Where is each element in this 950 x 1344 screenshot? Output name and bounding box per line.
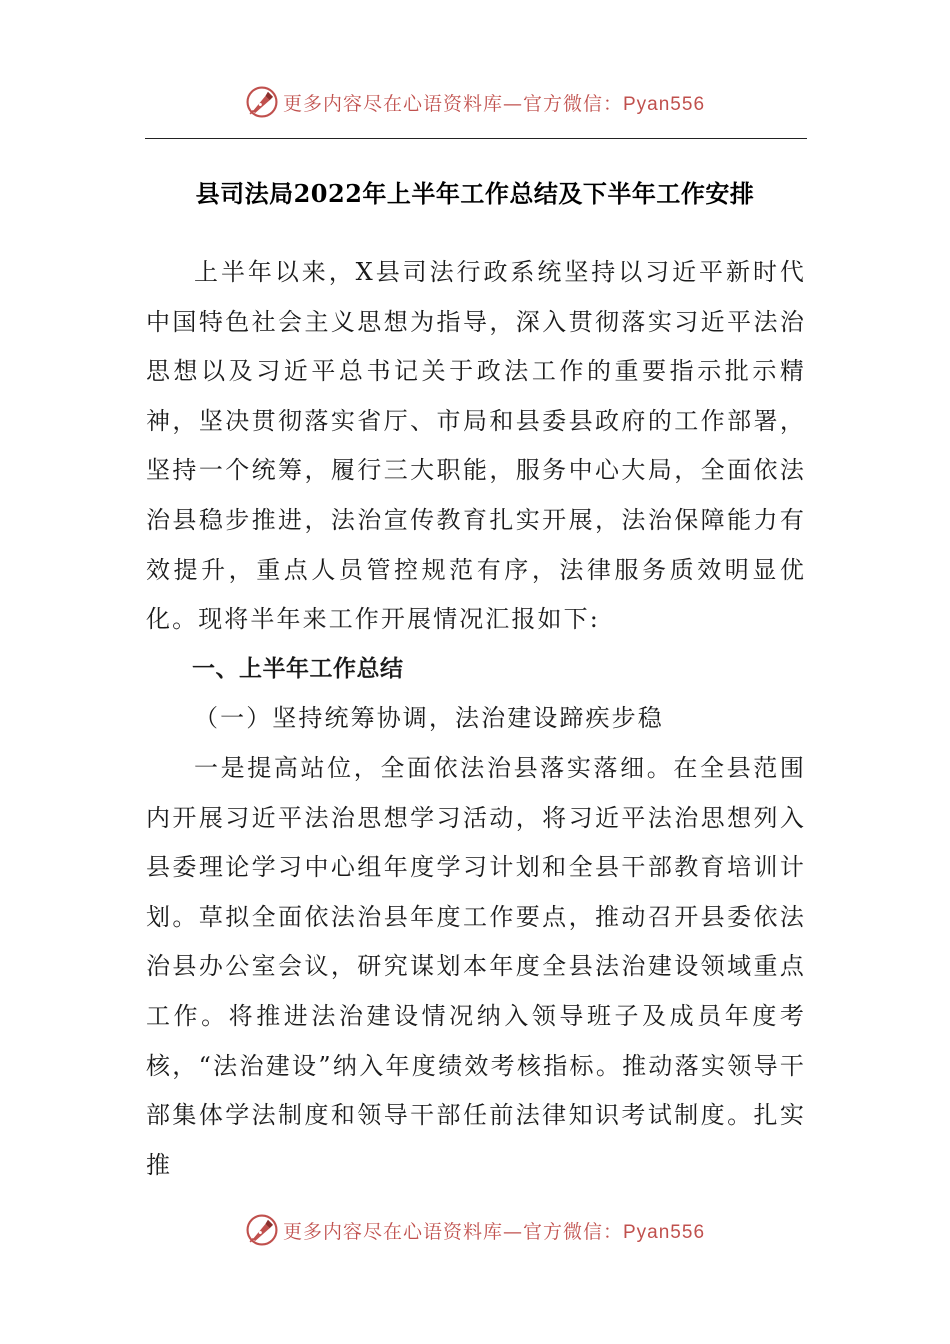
header-banner-text: 更多内容尽在心语资料库—官方微信：Pyan556: [282, 92, 706, 115]
document-title: 县司法局2022年上半年工作总结及下半年工作安排: [195, 179, 755, 208]
footer-banner-text: 更多内容尽在心语资料库—官方微信：Pyan556: [282, 1220, 706, 1243]
footer-banner-handle: Pyan556: [623, 1221, 706, 1243]
footer-banner: [0, 1210, 950, 1250]
subsection-heading: （一）坚持统筹协调，法治建设蹄疾步稳: [194, 704, 664, 733]
header-banner: [0, 82, 950, 122]
section-heading: 一、上半年工作总结: [192, 655, 404, 682]
pen-nib-logo-icon: [245, 1213, 279, 1247]
header-banner-handle: Pyan556: [623, 93, 706, 115]
header-divider: [145, 138, 807, 139]
pen-nib-logo-icon: [245, 85, 279, 119]
document-body: [146, 248, 806, 1190]
intro-paragraph: 上半年以来，X县司法行政系统坚持以习近平新时代中国特色社会主义思想为指导，深入贯彻落实习近平法治思想以及习近平总书记关于政法工作的重要指示批示精神，坚决贯彻落实省厅、市局和县委县政府的工作部署，坚持一个统筹，履行三大职能，服务中心大局，全面依法治县稳步推进，法治宣传教育扎实开展，法治保障能力有效提升，重点人员管控规范有序，法律服务质效明显优化。现将半年来工作开展情况汇报如下:: [146, 258, 806, 634]
body-paragraph: 一是提高站位，全面依法治县落实落细。在全县范围内开展习近平法治思想学习活动，将习近平法治思想列入县委理论学习中心组年度学习计划和全县干部教育培训计划。草拟全面依法治县年度工作要点，推动召开县委依法治县办公室会议，研究谋划本年度全县法治建设领域重点工作。将推进法治建设情况纳入领导班子及成员年度考核，“法治建设”纳入年度绩效考核指标。推动落实领导干部集体学法制度和领导干部任前法律知识考试制度。扎实推: [146, 753, 806, 1179]
